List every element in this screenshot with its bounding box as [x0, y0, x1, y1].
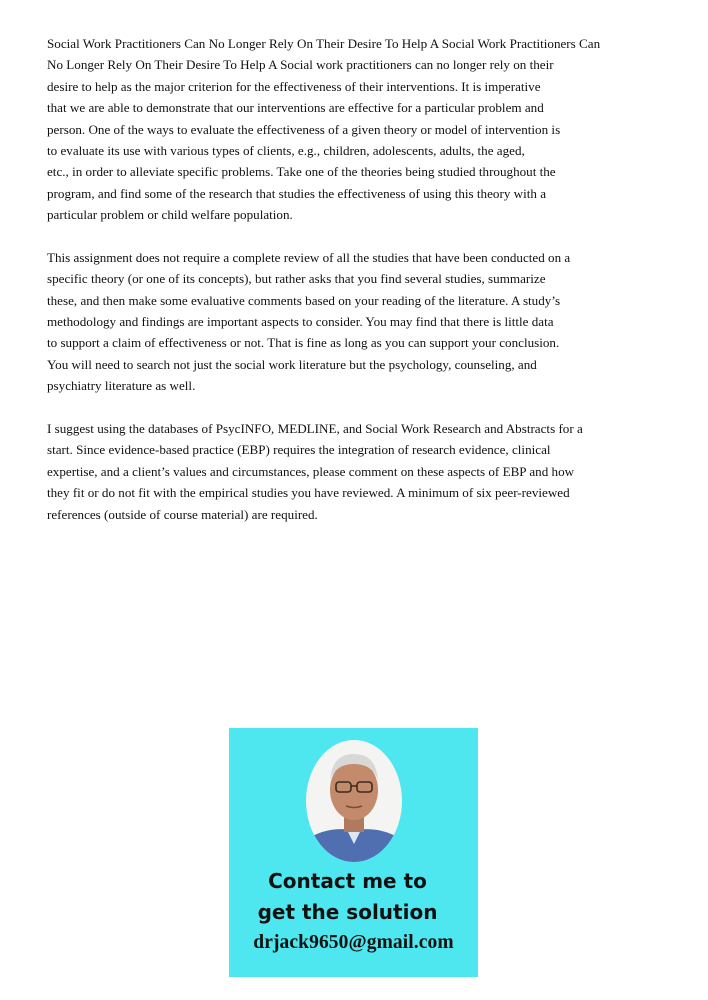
contact-ad-banner[interactable] — [229, 728, 478, 977]
contact-email-link[interactable]: drjack9650@gmail.com — [253, 932, 454, 953]
paragraph-2 — [47, 247, 672, 397]
document-body — [47, 33, 672, 546]
text-line: No Longer Rely On Their Desire To Help A Social work practitioners can no longer rely on their — [47, 57, 554, 73]
text-line: to evaluate its use with various types of clients, e.g., children, adolescents, adults, the aged, — [47, 142, 525, 158]
text-line: references (outside of course material) are required. — [47, 506, 318, 522]
text-line: specific theory (or one of its concepts), but rather asks that you find several studies, summarize — [47, 271, 546, 287]
ad-headline-line1: Contact me to — [268, 869, 427, 893]
text-line: I suggest using the databases of PsycINFO, MEDLINE, and Social Work Research and Abstracts for a — [47, 421, 583, 437]
text-line: that we are able to demonstrate that our interventions are effective for a particular problem and — [47, 100, 544, 116]
text-line: program, and find some of the research that studies the effectiveness of using this theory with a — [47, 185, 547, 201]
text-line: start. Since evidence-based practice (EBP) requires the integration of research evidence, clinical — [47, 442, 551, 458]
text-line: desire to help as the major criterion for the effectiveness of their interventions. It is imperative — [47, 78, 541, 94]
portrait-photo — [306, 740, 402, 862]
text-line: psychiatry literature as well. — [47, 378, 196, 394]
text-line: they fit or do not fit with the empirical studies you have reviewed. A minimum of six peer-reviewed — [47, 485, 570, 501]
text-line: these, and then make some evaluative comments based on your reading of the literature. A study’s — [47, 292, 561, 308]
ad-headline-line2: get the solution — [257, 900, 438, 924]
text-line: Social Work Practitioners Can No Longer Rely On Their Desire To Help A Social Work Practitioners Can — [47, 36, 601, 51]
text-line: person. One of the ways to evaluate the effectiveness of a given theory or model of intervention is — [47, 121, 561, 137]
text-line: You will need to search not just the social work literature but the psychology, counseling, and — [47, 356, 537, 372]
text-line: etc., in order to alleviate specific problems. Take one of the theories being studied throughout the — [47, 164, 556, 180]
text-line: to support a claim of effectiveness or not. That is fine as long as you can support your conclusion. — [47, 335, 560, 351]
text-line: expertise, and a client’s values and circumstances, please comment on these aspects of EBP and how — [47, 463, 575, 479]
paragraph-1 — [47, 33, 672, 226]
text-line: This assignment does not require a complete review of all the studies that have been conducted on a — [47, 249, 571, 265]
text-line: methodology and findings are important aspects to consider. You may find that there is little data — [47, 314, 554, 330]
paragraph-3 — [47, 418, 672, 525]
text-line: particular problem or child welfare population. — [47, 207, 293, 223]
